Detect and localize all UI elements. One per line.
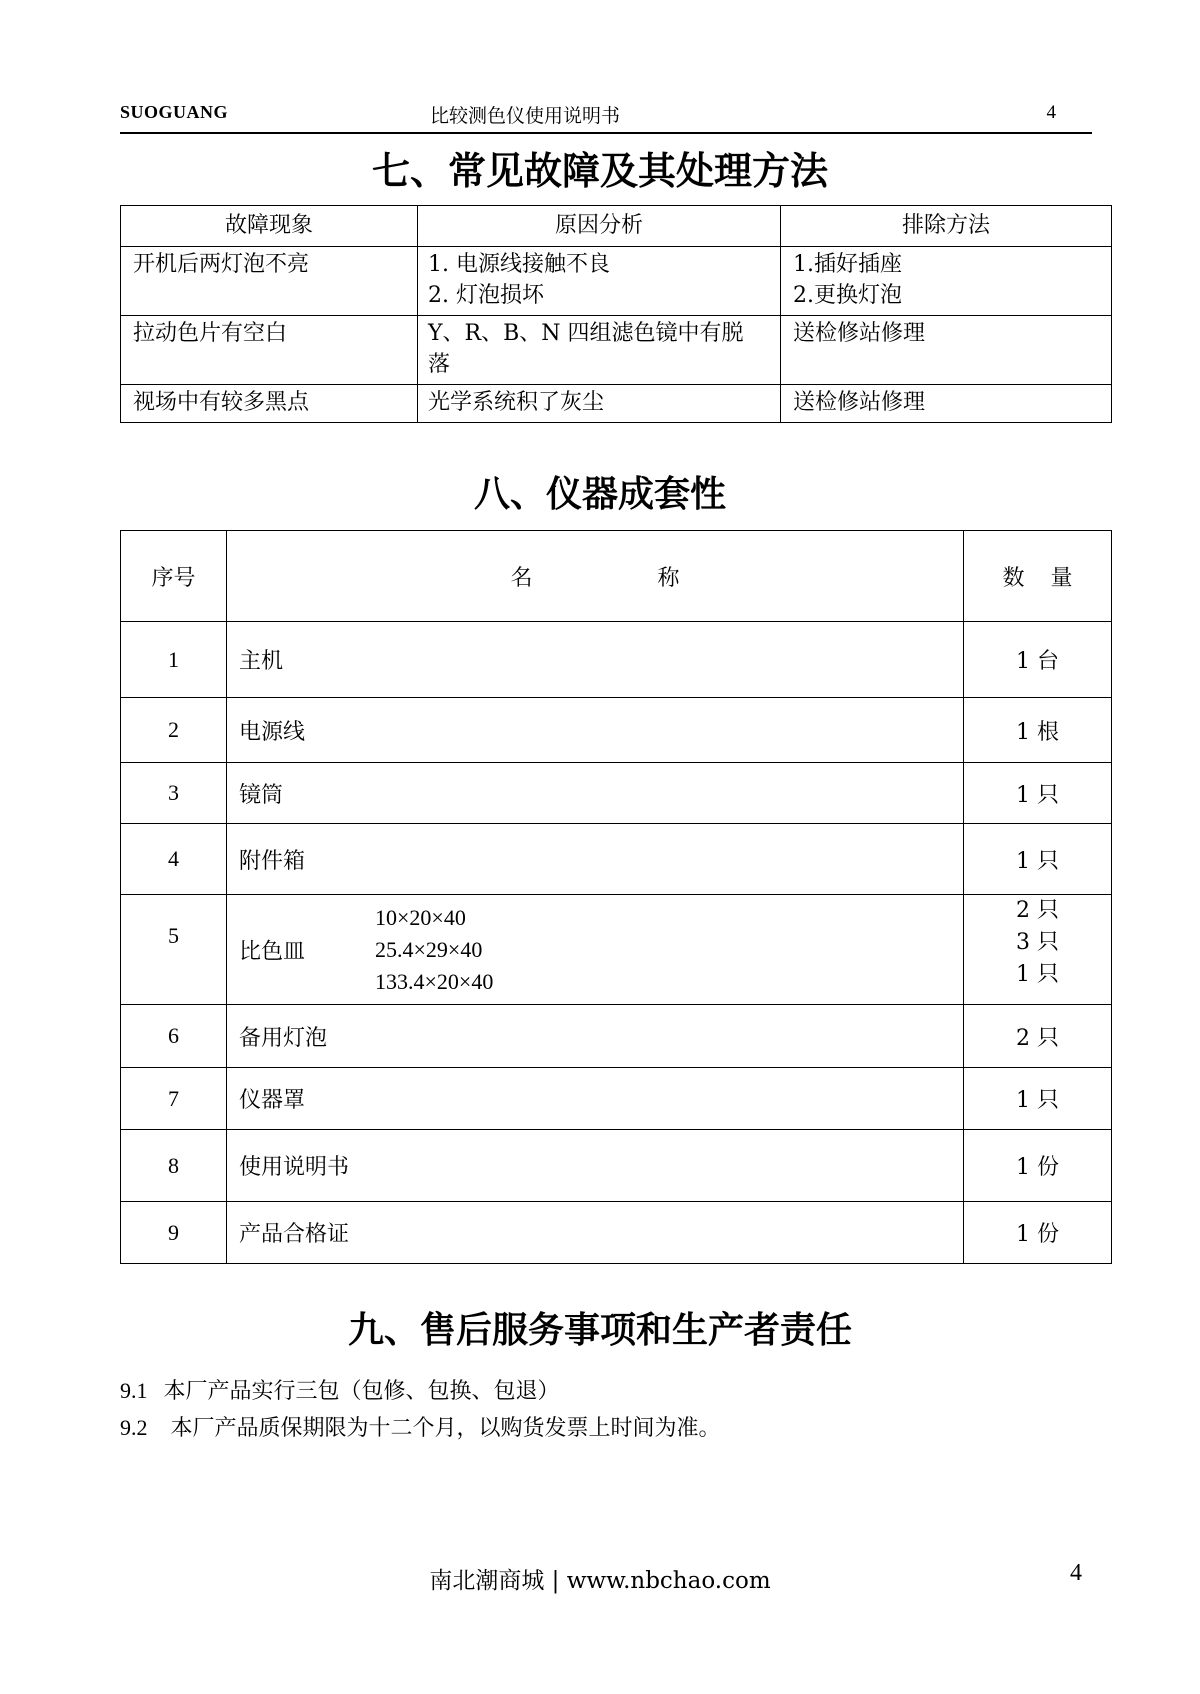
column-header-symptom: 故障现象 [121, 206, 418, 247]
section-8-title: 八、仪器成套性 [473, 474, 726, 515]
cause-line: 落 [428, 352, 451, 377]
item-quantity: 1 根 [964, 698, 1112, 763]
clause-number: 9.1 [120, 1378, 148, 1403]
package-row [121, 622, 1112, 698]
item-quantity: 1 台 [964, 622, 1112, 698]
fault-row [121, 385, 1112, 423]
item-name: 主机 [227, 622, 964, 698]
fault-row [121, 247, 1112, 316]
clause-text: 本厂产品实行三包（包修、包换、包退） [163, 1379, 560, 1404]
item-quantity: 1 只 [1016, 962, 1059, 987]
section-9-title: 九、售后服务事项和生产者责任 [347, 1310, 852, 1351]
package-table-header [121, 531, 1112, 622]
item-name: 附件箱 [227, 824, 964, 895]
document-title: 比较测色仪使用说明书 [430, 105, 621, 127]
package-contents-table [120, 530, 1112, 1264]
remedy-line: 1.插好插座 [793, 252, 902, 277]
remedy-line: 2.更换灯泡 [793, 283, 902, 308]
cause-line: Y、R、B、N 四组滤色镜中有脱 [428, 321, 744, 346]
item-index: 9 [121, 1202, 227, 1264]
package-row [121, 763, 1112, 824]
package-row [121, 1202, 1112, 1264]
name-header-part: 称 [657, 565, 680, 591]
quantity-header-part: 量 [1050, 565, 1073, 591]
cause-line: 1. 电源线接触不良 [428, 252, 610, 277]
item-name: 产品合格证 [227, 1202, 964, 1264]
item-index: 6 [121, 1005, 227, 1068]
item-quantity: 2 只 [964, 1005, 1112, 1068]
remedy-line: 送检修站修理 [793, 390, 926, 415]
section-7-title: 七、常见故障及其处理方法 [371, 149, 828, 193]
item-quantity: 1 只 [964, 824, 1112, 895]
item-quantity: 2 只 [1016, 898, 1059, 923]
remedy-cell [781, 316, 1112, 385]
column-header-name [227, 531, 964, 622]
item-name: 使用说明书 [227, 1130, 964, 1202]
fault-table [120, 205, 1112, 423]
package-row [121, 1068, 1112, 1130]
item-quantity: 1 只 [964, 763, 1112, 824]
remedy-cell [781, 385, 1112, 423]
warranty-clause [120, 1374, 560, 1405]
item-quantity: 1 份 [964, 1202, 1112, 1264]
item-quantity: 1 只 [964, 1068, 1112, 1130]
item-name: 电源线 [227, 698, 964, 763]
fault-table-header [121, 206, 1112, 247]
symptom-cell: 视场中有较多黑点 [121, 385, 418, 423]
package-row [121, 895, 1112, 1005]
package-row [121, 1130, 1112, 1202]
quantity-header-part: 数 [1002, 565, 1025, 591]
item-name: 仪器罩 [227, 1068, 964, 1130]
item-quantity-cell [964, 895, 1112, 1005]
package-row [121, 698, 1112, 763]
item-name-cell [227, 895, 964, 1005]
remedy-line: 送检修站修理 [793, 321, 926, 346]
cause-cell [418, 247, 781, 316]
cuvette-size-list [375, 902, 493, 998]
item-quantity: 3 只 [1016, 930, 1059, 955]
cause-line: 光学系统积了灰尘 [428, 390, 605, 415]
item-quantity: 1 份 [964, 1130, 1112, 1202]
item-name: 镜筒 [227, 763, 964, 824]
fault-row [121, 316, 1112, 385]
symptom-cell: 拉动色片有空白 [121, 316, 418, 385]
item-index: 5 [121, 895, 227, 1005]
column-header-quantity [964, 531, 1112, 622]
item-index: 1 [121, 622, 227, 698]
brand-name: SUOGUANG [120, 102, 229, 122]
cause-line: 2. 灯泡损坏 [428, 283, 544, 308]
package-row [121, 1005, 1112, 1068]
cuvette-size: 25.4×29×40 [375, 936, 483, 962]
item-name: 比色皿 [239, 939, 306, 964]
item-index: 7 [121, 1068, 227, 1130]
warranty-clause [120, 1411, 721, 1442]
item-name: 备用灯泡 [227, 1005, 964, 1068]
item-index: 8 [121, 1130, 227, 1202]
item-index: 3 [121, 763, 227, 824]
clause-text: 本厂产品质保期限为十二个月，以购货发票上时间为准。 [163, 1416, 721, 1441]
footer-page-number: 4 [1070, 1560, 1082, 1586]
symptom-cell: 开机后两灯泡不亮 [121, 247, 418, 316]
running-header [120, 98, 1092, 134]
header-page-number: 4 [1046, 102, 1056, 123]
cause-cell [418, 385, 781, 423]
item-index: 2 [121, 698, 227, 763]
remedy-cell [781, 247, 1112, 316]
footer-site-link: 南北潮商城 | www.nbchao.com [429, 1568, 771, 1594]
column-header-index: 序号 [121, 531, 227, 622]
item-index: 4 [121, 824, 227, 895]
package-row [121, 824, 1112, 895]
clause-number: 9.2 [120, 1415, 148, 1440]
name-header-part: 名 [510, 565, 533, 591]
column-header-cause: 原因分析 [418, 206, 781, 247]
cuvette-size: 10×20×40 [375, 904, 466, 930]
column-header-remedy: 排除方法 [781, 206, 1112, 247]
cuvette-size: 133.4×20×40 [375, 968, 494, 994]
cause-cell [418, 316, 781, 385]
